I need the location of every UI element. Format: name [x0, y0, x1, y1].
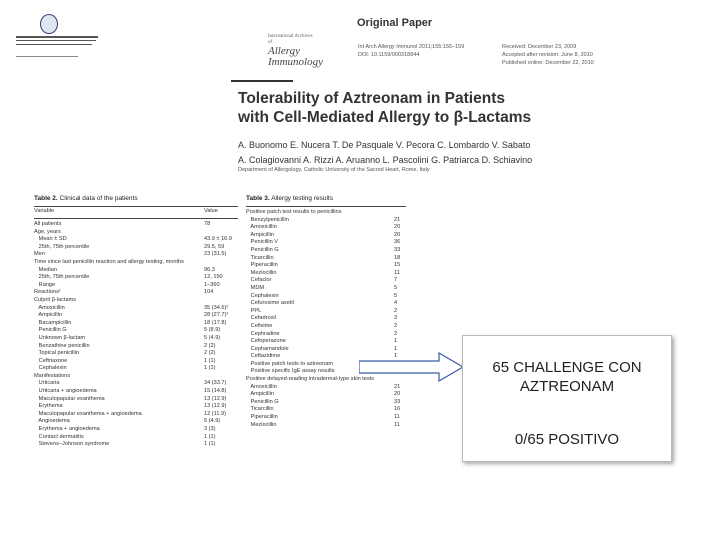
table2-label: Table 2. — [34, 195, 58, 202]
table-cell-value: 104 — [204, 289, 214, 296]
table-cell-value: 96.3 — [204, 266, 215, 273]
department-affiliation: Department of Allergology, Catholic University of the Sacred Heart, Rome, Italy — [238, 167, 430, 173]
table-cell-label: Unknown β-lactam — [34, 334, 86, 341]
table-cell-label: Piperacillin — [246, 262, 278, 269]
table-cell-label: Cefaclor — [246, 277, 272, 284]
table-cell-value: 1 (1) — [204, 365, 216, 372]
table3-top-rule — [246, 206, 406, 207]
table-cell-value: 11 — [394, 421, 400, 428]
table-cell-label: Range — [34, 281, 56, 288]
table-cell-label: Cephalexin — [34, 365, 67, 372]
table-row — [34, 350, 238, 358]
table-row — [34, 229, 238, 237]
right-arrow-icon — [359, 352, 465, 382]
title-line: with Cell-Mediated Allergy to β-Lactams — [238, 109, 532, 126]
table-row — [246, 285, 406, 293]
table-cell-label: Ticarcillin — [246, 406, 274, 413]
table-cell-label: Stevens–Johnson syndrome — [34, 441, 110, 448]
table-cell-value: 20 — [394, 391, 401, 398]
table-row — [246, 277, 406, 285]
table-cell-label: Mezlocillin — [246, 269, 277, 276]
table-cell-label: Benzathine penicillin — [34, 342, 90, 349]
table-cell-label: Median — [34, 266, 58, 273]
table-cell-value: 21 — [394, 216, 401, 223]
table-cell-value: 5 (4.9) — [204, 418, 221, 425]
table-cell-label: Bacampicillin — [34, 319, 72, 326]
table-row — [246, 232, 406, 240]
table-cell-value: 18 (17.8) — [204, 319, 227, 326]
table-cell-label: Positive delayed-reading intradermal-type skin tests — [246, 376, 375, 383]
table-row — [34, 335, 238, 343]
table-cell-label: Time since last penicillin reaction and allergy testing, months — [34, 258, 184, 265]
table2-body — [34, 221, 238, 449]
table-cell-label: Ampicillin — [246, 231, 274, 238]
table-cell-value: 2 — [394, 307, 398, 314]
table-cell-label: Amoxicillin — [34, 304, 65, 311]
table-cell-value: 1 (1) — [204, 357, 216, 364]
table-row — [34, 396, 238, 404]
table-cell-label: Penicillin G — [34, 327, 67, 334]
table-cell-label: Reactions¹ — [34, 289, 61, 296]
table-row — [34, 320, 238, 328]
table-row — [34, 251, 238, 259]
table-cell-label: Amoxicillin — [246, 224, 277, 231]
table-row — [246, 255, 406, 263]
table-cell-label: Erythema — [34, 403, 63, 410]
table-row — [246, 323, 406, 331]
table-cell-label: Cefoperazone — [246, 338, 286, 345]
citation-line: Int Arch Allergy Immunol 2011;155:155–159 — [358, 44, 465, 50]
table-row — [34, 297, 238, 305]
journal-logo-line2: Immunology — [268, 56, 323, 68]
table-row — [246, 338, 406, 346]
table-cell-label: Penicillin G — [246, 246, 279, 253]
table-cell-label: Piperacillin — [246, 414, 278, 421]
table-row — [246, 399, 406, 407]
accepted-date: Accepted after revision: June 8, 2010 — [502, 52, 593, 58]
table2-top-rule — [34, 206, 238, 207]
table-cell-label: Topical penicillin — [34, 350, 79, 357]
table-cell-label: Urticaria — [34, 380, 60, 387]
table-cell-label: 25th, 75th percentile — [34, 274, 90, 281]
table-cell-label: Penicillin V — [246, 239, 279, 246]
table-cell-label: Angioedema — [34, 418, 70, 425]
table2-caption-text: Clinical data of the patients — [59, 195, 138, 202]
table-cell-value: 36 — [394, 239, 401, 246]
table-cell-label: Ceftazidime — [246, 353, 281, 360]
table-cell-label: 25th, 75th percentile — [34, 243, 90, 250]
table-cell-value: 1 — [394, 353, 398, 360]
table-cell-value: 2 — [394, 330, 398, 337]
table-row — [246, 406, 406, 414]
table-cell-value: 33 — [394, 246, 401, 253]
table-cell-value: 12 (11.9) — [204, 410, 226, 417]
table-row — [34, 373, 238, 381]
table-cell-label: Mean ± SD — [34, 236, 67, 243]
table-cell-value: 1 (1) — [204, 441, 216, 448]
table2-col-header-variable: Variable — [34, 208, 55, 214]
table-cell-value: 15 (14.8) — [204, 388, 227, 395]
table-cell-label: Benzylpenicillin — [246, 216, 289, 223]
table-cell-label: Cephamandole — [246, 345, 289, 352]
table-row — [34, 327, 238, 335]
institution-text-line — [16, 36, 98, 38]
table-row — [34, 380, 238, 388]
title-rule — [231, 80, 293, 82]
table-row — [34, 267, 238, 275]
table-cell-value: 34 (33.7) — [204, 380, 227, 387]
table-cell-label: Maculopapular exanthema — [34, 395, 105, 402]
table-cell-label: MDM — [246, 284, 265, 291]
table-cell-label: Urticaria + angioedema — [34, 388, 97, 395]
table-cell-label: Culprit β-lactams — [34, 296, 77, 303]
published-date: Published online: December 22, 2010 — [502, 60, 594, 66]
table-cell-label: Mezlocillin — [246, 421, 277, 428]
table-cell-value: 21 — [394, 383, 401, 390]
table3-label: Table 3. — [246, 195, 270, 202]
table-cell-value: 3 (3) — [204, 426, 216, 433]
table-row — [34, 312, 238, 320]
table-cell-value: 11 — [394, 414, 400, 421]
journal-logo-small: International Archives of — [268, 34, 313, 45]
table-row — [246, 414, 406, 422]
table-row — [246, 300, 406, 308]
institution-text-line — [16, 44, 92, 45]
table-row — [246, 293, 406, 301]
table-cell-value: 20 — [394, 224, 401, 231]
table2-header-row — [34, 208, 238, 216]
table-row — [34, 365, 238, 373]
table-row — [34, 244, 238, 252]
table-cell-value: 2 — [394, 322, 398, 329]
table-cell-label: All patients — [34, 221, 62, 227]
paper-type-label: Original Paper — [357, 17, 433, 29]
table-cell-value: 3 — [394, 315, 398, 322]
university-seal-icon — [40, 14, 58, 34]
table-row — [246, 315, 406, 323]
table3-caption-text: Allergy testing results — [271, 195, 333, 202]
table-cell-label: Ticarcillin — [246, 254, 274, 261]
title-line: Tolerability of Aztreonam in Patients — [238, 90, 505, 107]
table-cell-label: Erythema + angioedema — [34, 426, 100, 433]
table-row — [34, 418, 238, 426]
table-cell-value: 2 (2) — [204, 342, 216, 349]
callout-challenge-text — [463, 358, 671, 396]
table-cell-label: Men — [34, 251, 45, 258]
table-row — [246, 224, 406, 232]
table-cell-label: Cephalexin — [246, 292, 279, 299]
citation — [358, 43, 464, 59]
table-row — [246, 270, 406, 278]
table-cell-value: 5 (4.9) — [204, 334, 221, 341]
table-cell-value: 5 — [394, 292, 398, 299]
table2-header-rule — [34, 218, 238, 219]
table-cell-value: 5 — [394, 284, 398, 291]
table-cell-label: PPL — [246, 307, 262, 314]
table-row — [34, 411, 238, 419]
table-row — [246, 308, 406, 316]
table-cell-value: 7 — [394, 277, 398, 284]
table-cell-value: 35 (34.6)² — [204, 304, 229, 311]
table-cell-value: 43.9 ± 16.9 — [204, 236, 232, 243]
table-cell-label: Positive specific IgE assay results — [246, 368, 335, 375]
table-row — [34, 358, 238, 366]
author-list — [238, 138, 708, 168]
table-row — [246, 239, 406, 247]
table-cell-value: 29.5, 59 — [204, 243, 225, 250]
table-cell-label: Penicillin G — [246, 398, 279, 405]
table-cell-value: 33 — [394, 398, 401, 405]
table-row — [34, 434, 238, 442]
table-cell-label: Positive patch test results to penicillins — [246, 209, 342, 215]
table3-caption — [246, 195, 333, 202]
table-row — [246, 217, 406, 225]
table-cell-label: Ceftriaxone — [34, 357, 68, 364]
table-cell-value: 13 (12.9) — [204, 395, 227, 402]
callout-line1: 65 CHALLENGE CON — [492, 359, 642, 376]
table-row — [34, 403, 238, 411]
table-row — [246, 262, 406, 270]
table-row — [34, 305, 238, 313]
table-cell-label: Ampicillin — [246, 391, 274, 398]
authors-line: A. Colagiovanni A. Rizzi A. Aruanno L. Pascolini G. Patriarca D. Schiavino — [238, 155, 533, 165]
table-cell-value: 23 (31.5) — [204, 251, 227, 258]
table-cell-label: Cefixime — [246, 322, 273, 329]
table-cell-value: 1 — [394, 338, 398, 345]
article-title — [238, 89, 708, 127]
table-cell-value: 18 — [394, 254, 401, 261]
table-cell-label: Contact dermatitis — [34, 433, 84, 440]
table-cell-value: 5 (8.9) — [204, 327, 221, 334]
table-row — [246, 422, 406, 430]
doi-link[interactable]: DOI: 10.1159/000318844 — [358, 52, 420, 58]
table-cell-value: 2 (2) — [204, 350, 216, 357]
table-row — [246, 209, 406, 217]
received-date: Received: December 23, 2009 — [502, 44, 577, 50]
result-callout-box — [462, 335, 672, 462]
table-cell-value: 13 (12.9) — [204, 403, 227, 410]
table-cell-label: Cefuroxime axetil — [246, 300, 294, 307]
table-row — [246, 331, 406, 339]
table3-body — [246, 209, 406, 429]
table-cell-value: 11 — [394, 269, 400, 276]
table-cell-label: Cephradine — [246, 330, 280, 337]
table-row — [34, 221, 238, 229]
article-dates — [502, 43, 594, 67]
table-row — [246, 384, 406, 392]
institution-text-line — [16, 56, 78, 57]
table-cell-label: Maculopapular exanthema + angioedema — [34, 410, 142, 417]
callout-result-text: 0/65 POSITIVO — [514, 431, 620, 448]
table-row — [246, 391, 406, 399]
table-cell-value: 1 — [394, 345, 398, 352]
table-cell-value: 28 (27.7)² — [204, 312, 229, 319]
table-row — [34, 343, 238, 351]
table-cell-value: 20 — [394, 231, 401, 238]
table2-caption — [34, 195, 138, 202]
table-row — [34, 236, 238, 244]
table-row — [34, 441, 238, 449]
table-cell-value: 1–360 — [204, 281, 220, 288]
table-cell-value: 12, 150 — [204, 274, 223, 281]
journal-logo-line1: Allergy — [268, 45, 300, 57]
table-cell-value: 4 — [394, 300, 398, 307]
table-row — [34, 426, 238, 434]
table-cell-value: 78 — [204, 221, 211, 227]
table-cell-label: Age, years — [34, 228, 61, 235]
table-row — [246, 247, 406, 255]
table-cell-label: Manifestations — [34, 372, 71, 379]
callout-line2: AZTREONAM — [519, 378, 615, 395]
institution-text-line — [16, 40, 96, 41]
table-row — [34, 259, 238, 267]
table-row — [34, 388, 238, 396]
table-row — [34, 274, 238, 282]
table-cell-value: 16 — [394, 406, 401, 413]
table-row — [34, 289, 238, 297]
table-cell-label: Positive patch tests to aztreonam — [246, 360, 334, 367]
table-row — [34, 282, 238, 290]
table-cell-label: Ampicillin — [34, 312, 62, 319]
table-cell-value: 1 (1) — [204, 433, 216, 440]
table-cell-value: 15 — [394, 262, 401, 269]
table-cell-label: Cefadroxil — [246, 315, 276, 322]
authors-line: A. Buonomo E. Nucera T. De Pasquale V. Pecora C. Lombardo V. Sabato — [238, 140, 531, 150]
table2-col-header-value: Value — [204, 208, 218, 214]
journal-logo — [268, 34, 323, 68]
table-cell-label: Amoxicillin — [246, 383, 277, 390]
